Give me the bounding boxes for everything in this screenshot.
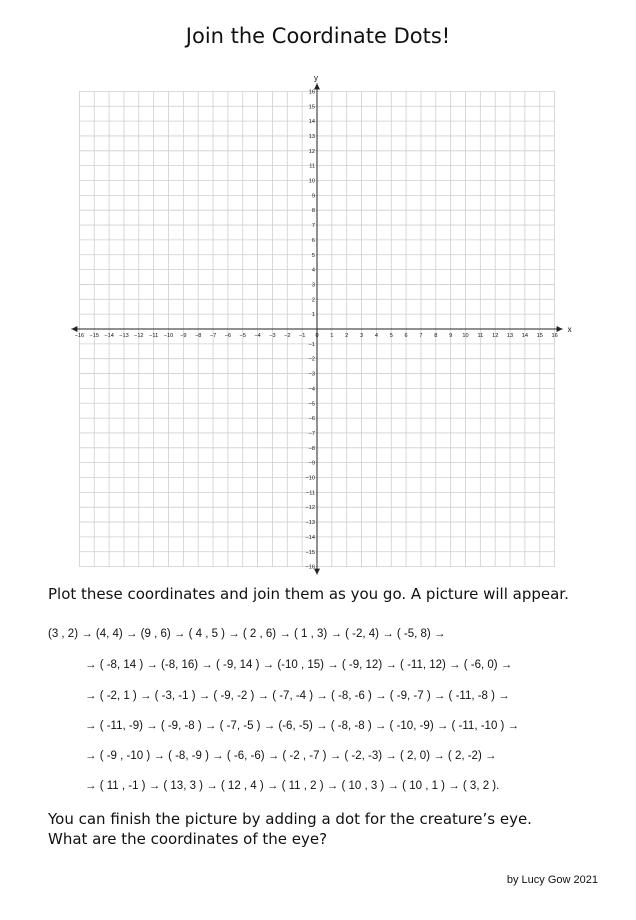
y-tick-label: 5: [311, 252, 315, 259]
y-tick-label: −16: [305, 564, 315, 571]
sequence-line: → ( -8, 14 ) → (-8, 16) → ( -9, 14 ) → (-10 , 15) → ( -9, 12) → ( -11, 12) → ( -6, 0) →: [85, 659, 513, 671]
y-tick-label: 16: [308, 89, 315, 96]
x-tick-label: 16: [551, 333, 558, 339]
finish-line: You can finish the picture by adding a dot for the creature’s eye.: [48, 810, 532, 828]
y-tick-label: 9: [311, 193, 315, 200]
x-tick-label: −3: [269, 333, 276, 339]
y-tick-label: −9: [308, 460, 315, 467]
x-tick-label: 15: [536, 333, 543, 339]
x-tick-label: −13: [119, 333, 129, 339]
y-tick-label: −7: [308, 430, 315, 437]
x-tick-label: 0: [315, 333, 319, 339]
y-tick-label: 4: [311, 267, 315, 274]
x-tick-label: 4: [374, 333, 378, 339]
y-tick-label: 12: [308, 148, 315, 155]
finish-instructions: [48, 809, 608, 849]
sequence-line: (3 , 2) → (4, 4) → (9 , 6) → ( 4 , 5 ) → ( 2 , 6) → ( 1 , 3) → ( -2, 4) → ( -5, 8) →: [48, 628, 446, 640]
author-credit: by Lucy Gow 2021: [506, 874, 598, 886]
y-tick-label: 3: [311, 282, 315, 289]
x-tick-label: −9: [180, 333, 187, 339]
y-tick-label: 8: [311, 208, 315, 215]
x-tick-label: −15: [89, 333, 99, 339]
axes: [71, 83, 562, 574]
x-tick-label: 6: [404, 333, 408, 339]
page-title: Join the Coordinate Dots!: [185, 24, 451, 48]
x-tick-label: −5: [239, 333, 246, 339]
x-tick-label: −4: [254, 333, 261, 339]
x-tick-label: 2: [345, 333, 349, 339]
tick-labels: [75, 73, 572, 570]
y-tick-label: −6: [308, 416, 315, 423]
y-tick-label: −3: [308, 371, 315, 378]
instruction-text: Plot these coordinates and join them as you go. A picture will appear.: [48, 585, 569, 603]
x-tick-label: 12: [492, 333, 499, 339]
y-tick-label: −8: [308, 445, 315, 452]
y-tick-label: −10: [305, 475, 315, 482]
y-tick-label: 7: [311, 223, 315, 230]
x-tick-label: −10: [163, 333, 174, 339]
y-tick-label: 14: [308, 119, 315, 126]
x-tick-label: 8: [434, 333, 438, 339]
sequence-line: → ( -9 , -10 ) → ( -8, -9 ) → ( -6, -6) → ( -2 , -7 ) → ( -2, -3) → ( 2, 0) → ( 2, -2) →: [85, 750, 497, 762]
y-tick-label: 6: [311, 237, 315, 244]
y-tick-label: −12: [305, 505, 315, 512]
x-tick-label: −6: [224, 333, 232, 339]
eye-question: What are the coordinates of the eye?: [48, 830, 328, 848]
y-tick-label: −4: [308, 386, 315, 393]
x-tick-label: −7: [209, 333, 217, 339]
x-tick-label: 14: [521, 333, 529, 339]
sequence-line: → ( -2, 1 ) → ( -3, -1 ) → ( -9, -2 ) → ( -7, -4 ) → ( -8, -6 ) → ( -9, -7 ) → ( -11, -8 ) →: [85, 690, 510, 702]
y-tick-label: −15: [305, 549, 315, 556]
x-tick-label: 10: [462, 333, 469, 339]
y-tick-label: −5: [308, 401, 315, 408]
y-tick-label: −14: [305, 534, 315, 541]
y-tick-label: −11: [305, 490, 315, 497]
y-tick-label: 2: [311, 297, 315, 304]
x-tick-label: 7: [419, 333, 423, 339]
x-tick-label: 5: [389, 333, 393, 339]
y-tick-label: 10: [308, 178, 315, 185]
x-tick-label: 13: [506, 333, 514, 339]
x-tick-label: −1: [298, 333, 306, 339]
x-tick-label: 11: [477, 333, 484, 339]
sequence-line: → ( 11 , -1 ) → ( 13, 3 ) → ( 12 , 4 ) → ( 11 , 2 ) → ( 10 , 3 ) → ( 10 , 1 ) → ( 3, 2 ).: [85, 780, 500, 792]
x-axis-arrow-left: [71, 326, 77, 332]
y-tick-label: 15: [308, 104, 315, 111]
y-axis-label: y: [314, 73, 318, 83]
y-tick-label: −13: [305, 520, 315, 527]
x-axis-arrow-right: [557, 326, 563, 332]
sequence-line: → ( -11, -9) → ( -9, -8 ) → ( -7, -5 ) → (-6, -5) → ( -8, -8 ) → ( -10, -9) → ( -11, -10 ) →: [85, 720, 520, 732]
x-tick-label: −16: [74, 333, 85, 339]
x-tick-label: −12: [134, 333, 144, 339]
y-tick-label: 1: [311, 312, 315, 319]
x-tick-label: −8: [195, 333, 202, 339]
y-tick-label: −2: [308, 356, 315, 363]
y-tick-label: 11: [309, 163, 315, 170]
y-tick-label: 13: [308, 133, 315, 140]
x-tick-label: −11: [149, 333, 159, 339]
x-tick-label: −2: [284, 333, 291, 339]
x-tick-label: −14: [104, 333, 114, 339]
x-tick-label: 1: [330, 333, 334, 339]
y-tick-label: −1: [308, 341, 315, 348]
x-tick-label: 9: [449, 333, 453, 339]
x-axis-label: x: [567, 325, 572, 334]
x-tick-label: 3: [359, 333, 364, 339]
